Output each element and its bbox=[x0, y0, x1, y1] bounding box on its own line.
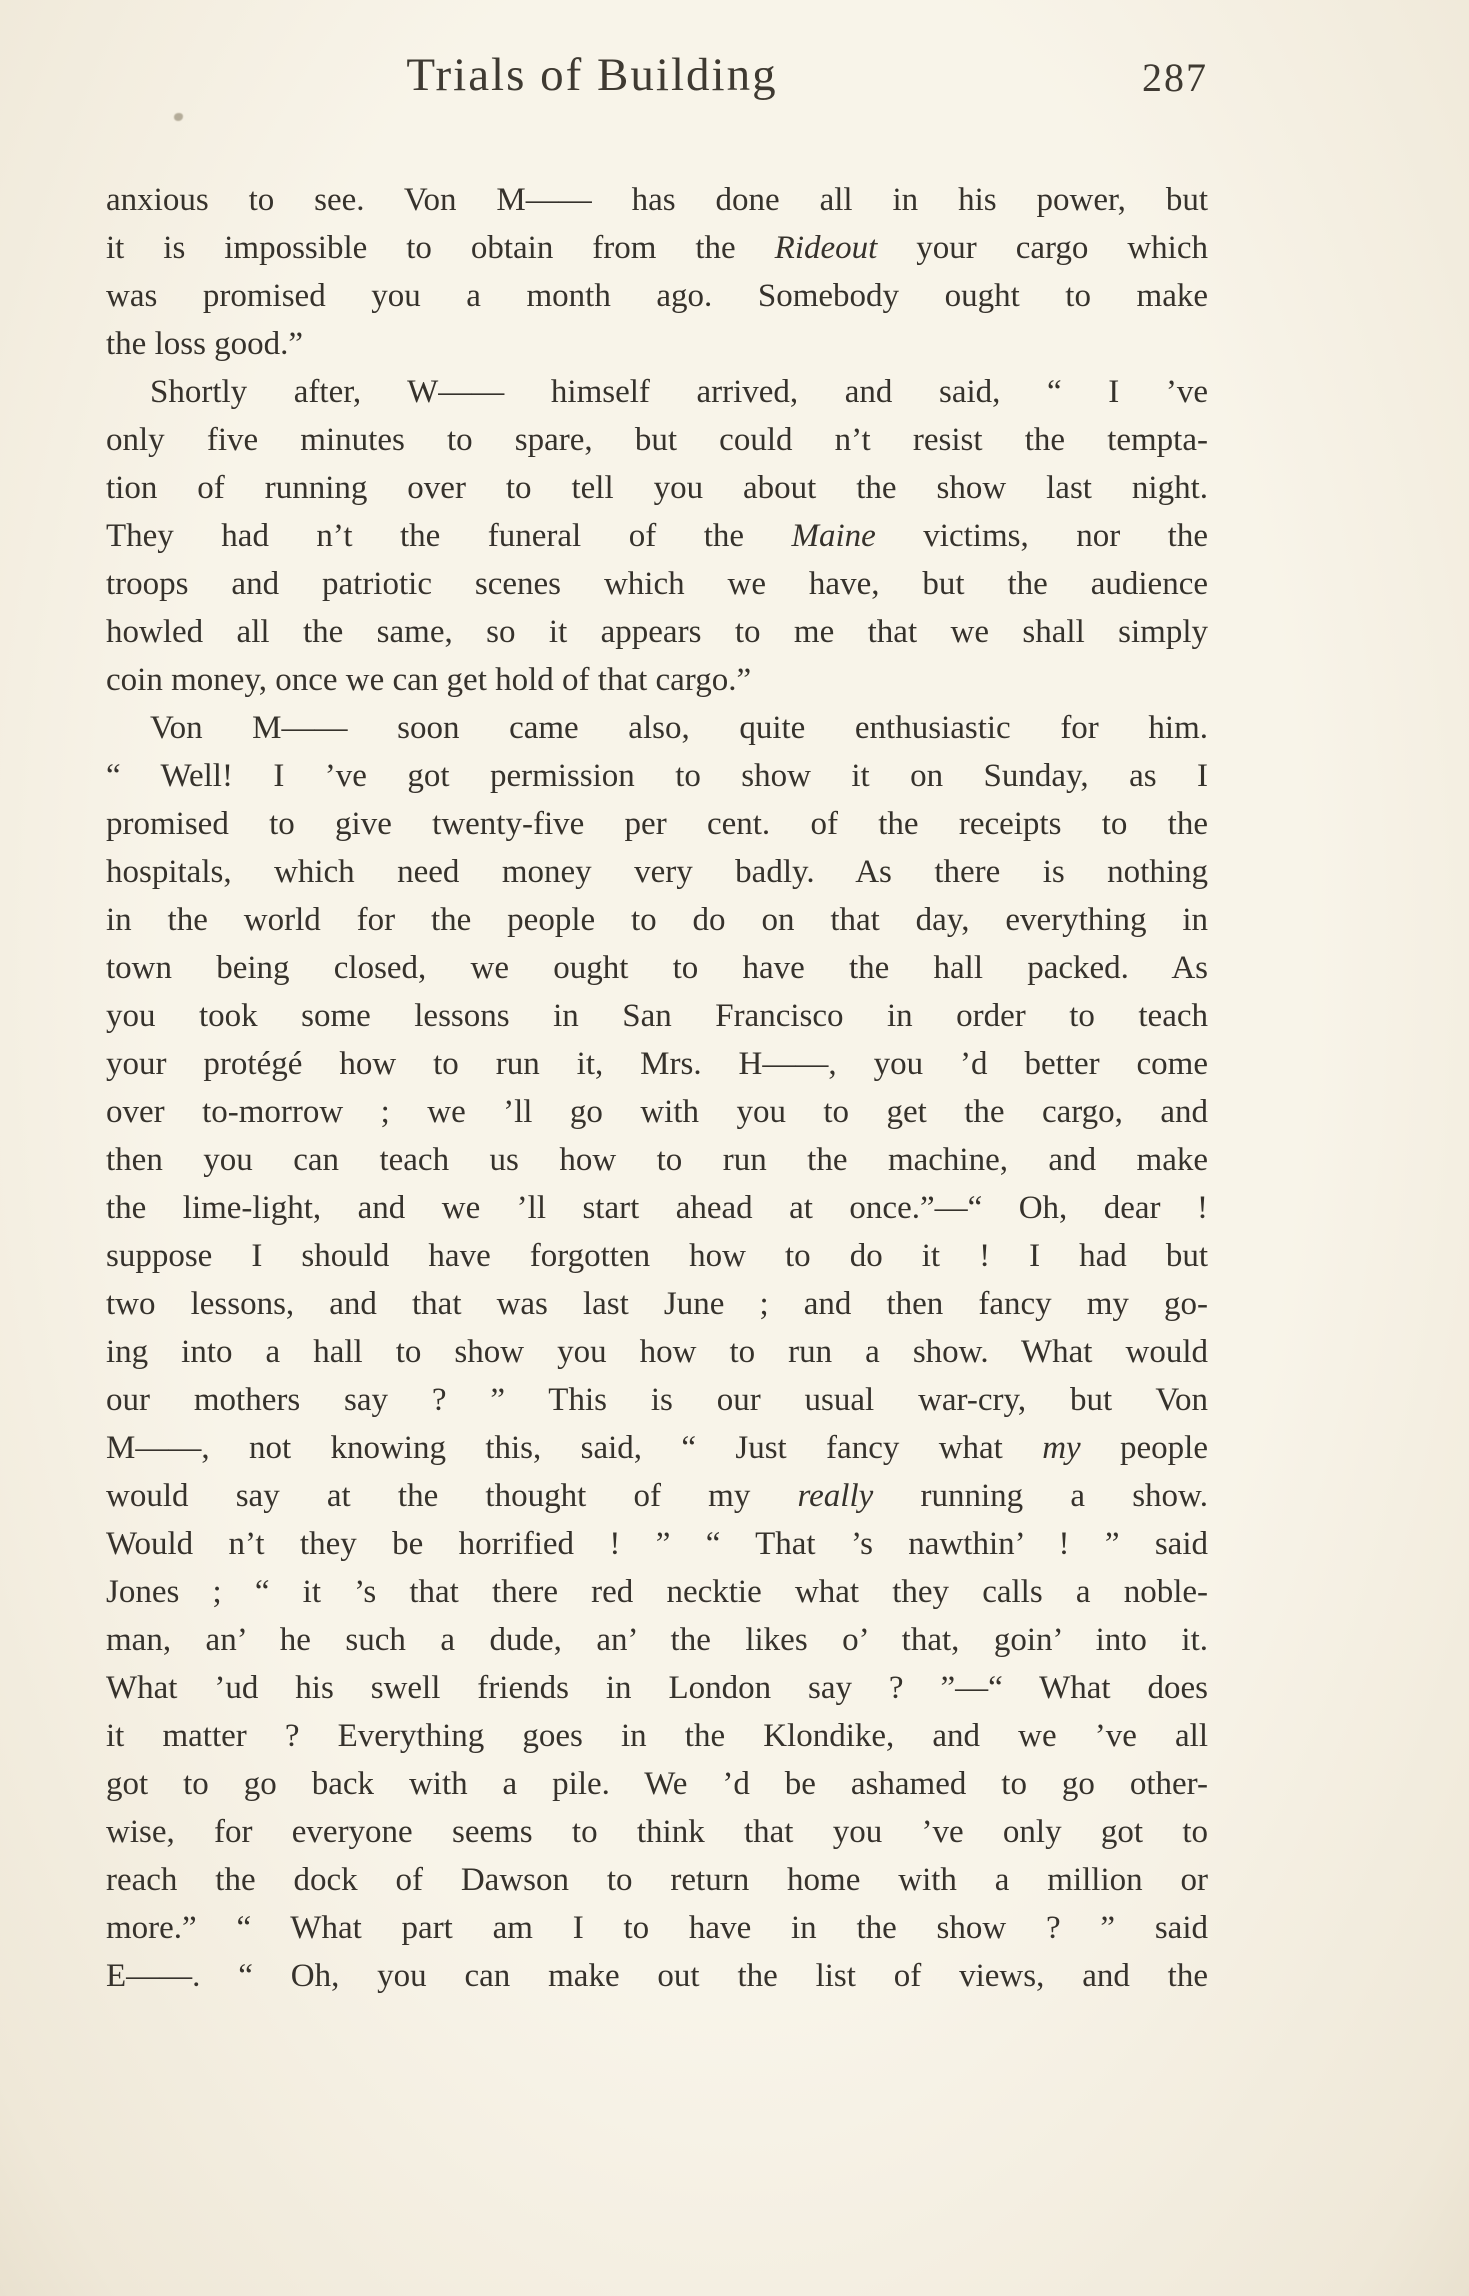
paragraph bbox=[106, 176, 1208, 368]
text-line: wise, for everyone seems to think that you ’ve only got to bbox=[106, 1814, 1208, 1850]
paragraph bbox=[106, 704, 1208, 2000]
text-line: over to-morrow ; we ’ll go with you to get the cargo, and bbox=[106, 1094, 1208, 1130]
text-line: the lime-light, and we ’ll start ahead at once.”—“ Oh, dear ! bbox=[106, 1190, 1208, 1226]
text-line: only five minutes to spare, but could n’t resist the tempta- bbox=[106, 422, 1208, 458]
text-line: got to go back with a pile. We ’d be ashamed to go other- bbox=[106, 1766, 1208, 1802]
text-line: then you can teach us how to run the machine, and make bbox=[106, 1142, 1208, 1178]
page-header bbox=[106, 48, 1208, 118]
text-line: in the world for the people to do on that day, everything in bbox=[106, 902, 1208, 938]
text-line: you took some lessons in San Francisco in order to teach bbox=[106, 998, 1208, 1034]
text-line: suppose I should have forgotten how to do it ! I had but bbox=[106, 1238, 1208, 1274]
text-line: What ’ud his swell friends in London say ? ”—“ What does bbox=[106, 1670, 1208, 1706]
text-line: troops and patriotic scenes which we have, but the audience bbox=[106, 566, 1208, 602]
text-line: They had n’t the funeral of the Maine victims, nor the bbox=[106, 518, 1208, 554]
text-line: your protégé how to run it, Mrs. H——, you ’d better come bbox=[106, 1046, 1208, 1082]
paragraph bbox=[106, 368, 1208, 704]
text-line: anxious to see. Von M—— has done all in his power, but bbox=[106, 182, 1208, 218]
text-line: Jones ; “ it ’s that there red necktie what they calls a noble- bbox=[106, 1574, 1208, 1610]
text-line: Would n’t they be horrified ! ” “ That ’s nawthin’ ! ” said bbox=[106, 1526, 1208, 1562]
text-line: howled all the same, so it appears to me that we shall simply bbox=[106, 614, 1208, 650]
text-line: ing into a hall to show you how to run a show. What would bbox=[106, 1334, 1208, 1370]
text-line: town being closed, we ought to have the hall packed. As bbox=[106, 950, 1208, 986]
text-line: was promised you a month ago. Somebody ought to make bbox=[106, 278, 1208, 314]
scan-speck bbox=[174, 113, 183, 121]
text-line: it matter ? Everything goes in the Klondike, and we ’ve all bbox=[106, 1718, 1208, 1754]
text-line: promised to give twenty-five per cent. of the receipts to the bbox=[106, 806, 1208, 842]
text-line: it is impossible to obtain from the Rideout your cargo which bbox=[106, 230, 1208, 266]
text-line: more.” “ What part am I to have in the show ? ” said bbox=[106, 1910, 1208, 1946]
text-line: two lessons, and that was last June ; and then fancy my go- bbox=[106, 1286, 1208, 1322]
text-line: M——, not knowing this, said, “ Just fancy what my people bbox=[106, 1430, 1208, 1466]
text-line: Von M—— soon came also, quite enthusiastic for him. bbox=[150, 710, 1208, 746]
text-block bbox=[106, 176, 1208, 2000]
text-line: coin money, once we can get hold of that cargo.” bbox=[106, 662, 752, 698]
text-line: Shortly after, W—— himself arrived, and said, “ I ’ve bbox=[150, 374, 1208, 410]
text-line: E——. “ Oh, you can make out the list of views, and the bbox=[106, 1958, 1208, 1994]
text-line: reach the dock of Dawson to return home with a million or bbox=[106, 1862, 1208, 1898]
text-line: “ Well! I ’ve got permission to show it on Sunday, as I bbox=[106, 758, 1208, 794]
text-line: tion of running over to tell you about the show last night. bbox=[106, 470, 1208, 506]
text-line: hospitals, which need money very badly. As there is nothing bbox=[106, 854, 1208, 890]
page-title: Trials of Building bbox=[406, 49, 778, 101]
text-line: man, an’ he such a dude, an’ the likes o’ that, goin’ into it. bbox=[106, 1622, 1208, 1658]
page-number: 287 bbox=[1142, 55, 1208, 100]
text-line: would say at the thought of my really running a show. bbox=[106, 1478, 1208, 1514]
text-line: the loss good.” bbox=[106, 326, 304, 362]
text-line: our mothers say ? ” This is our usual war-cry, but Von bbox=[106, 1382, 1208, 1418]
